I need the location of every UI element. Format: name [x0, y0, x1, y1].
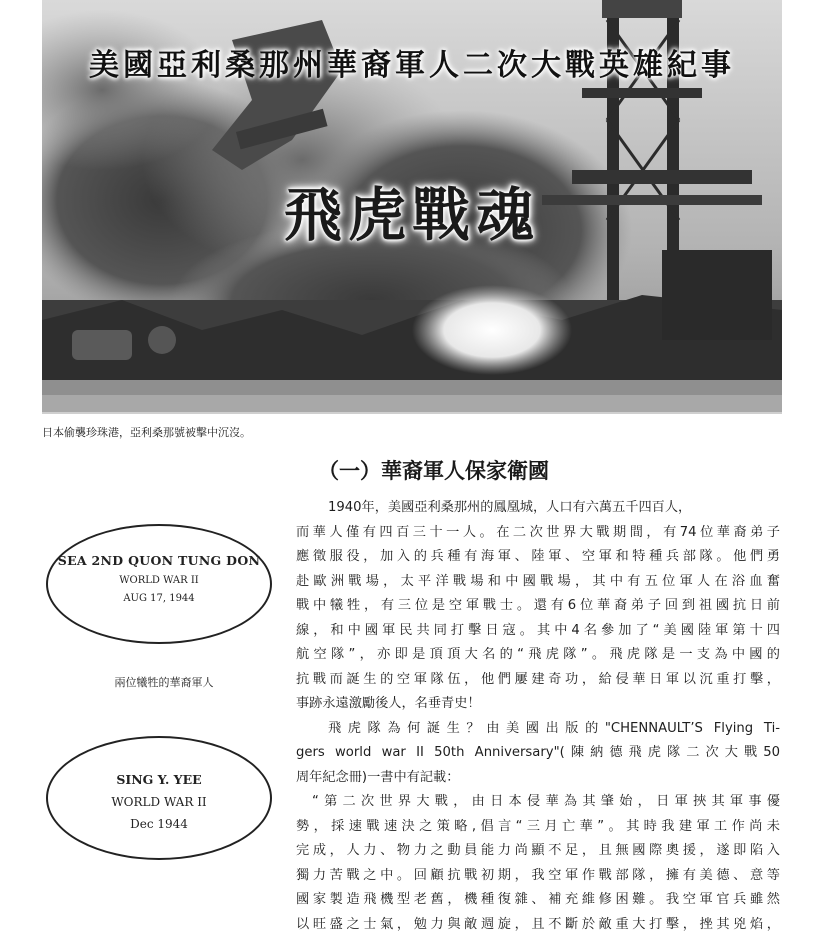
body-line: 以旺盛之士氣，勉力與敵週旋，且不斷於敵重大打擊，挫其兇焰，	[296, 916, 780, 932]
body-line: 完成，人力、物力之動員能力尚顯不足，且無國際奧援，遂即陷入	[296, 843, 780, 858]
body-line: 戰中犧牲，有三位是空軍戰士。還有6位華裔弟子回到祖國抗日前	[296, 598, 780, 613]
body-line: 周年紀念冊)一書中有記載：	[296, 769, 460, 785]
nameplate-date: AUG 17, 1944	[123, 593, 195, 604]
body-line: 飛虎隊為何誕生？由美國出版的"CHENNAULT’S Flying Ti-	[328, 720, 780, 736]
section-heading: （一）華裔軍人保家衛國	[318, 459, 549, 483]
nameplate-name: SING Y. YEE	[116, 772, 202, 787]
nameplate-caption: 兩位犧牲的華裔軍人	[114, 676, 214, 689]
nameplate-quon-tung-don	[46, 524, 272, 644]
body-line: 航空隊”，亦即是頂頂大名的“飛虎隊”。飛虎隊是一支為中國的	[296, 647, 780, 662]
body-line: 1940年，美國亞利桑那州的鳳凰城，人口有六萬五千四百人，	[328, 500, 692, 515]
body-line: 應徵服役，加入的兵種有海軍、陸軍、空軍和特種兵部隊。他們勇	[296, 549, 780, 564]
body-line: 事跡永遠激勵後人，名垂青史！	[296, 696, 481, 711]
body-line: “第二次世界大戰，由日本侵華為其肇始，日軍挾其軍事優	[312, 794, 780, 809]
hero-title: 美國亞利桑那州華裔軍人二次大戰英雄紀事	[89, 48, 735, 83]
nameplate-sing-y-yee	[46, 736, 272, 860]
hero-subtitle: 飛虎戰魂	[283, 181, 540, 249]
nameplate-name: SEA 2ND QUON TUNG DON	[57, 553, 261, 568]
hero-photo	[42, 0, 782, 414]
photo-caption: 日本偷襲珍珠港，亞利桑那號被擊中沉沒。	[42, 426, 251, 439]
body-line: 而華人僅有四百三十一人。在二次世界大戰期間，有74位華裔弟子	[296, 524, 780, 540]
body-line: 國家製造飛機型老舊，機種復雜、補充維修困難。我空軍官兵雖然	[296, 892, 780, 907]
body-line: 線，和中國軍民共同打擊日寇。其中4名參加了“美國陸軍第十四	[296, 622, 780, 638]
nameplate-war: WORLD WAR II	[111, 795, 207, 809]
body-line: gers world war II 50th Anniversary"(陳納德飛虎隊二次大戰50	[296, 745, 780, 760]
body-line: 獨力苦戰之中。回顧抗戰初期，我空軍作戰部隊，擁有美德、意等	[296, 867, 780, 883]
nameplate-war: WORLD WAR II	[119, 575, 199, 586]
article-body	[296, 496, 780, 937]
body-line: 勢，採速戰速決之策略,倡言“三月亡華”。其時我建軍工作尚未	[296, 818, 780, 834]
nameplate-date: Dec 1944	[130, 817, 188, 831]
body-line: 赴歐洲戰場，太平洋戰場和中國戰場，其中有五位軍人在浴血奮	[296, 573, 780, 589]
body-line: 抗戰而誕生的空軍隊伍，他們屢建奇功，給侵華日軍以沉重打擊，	[296, 671, 780, 687]
